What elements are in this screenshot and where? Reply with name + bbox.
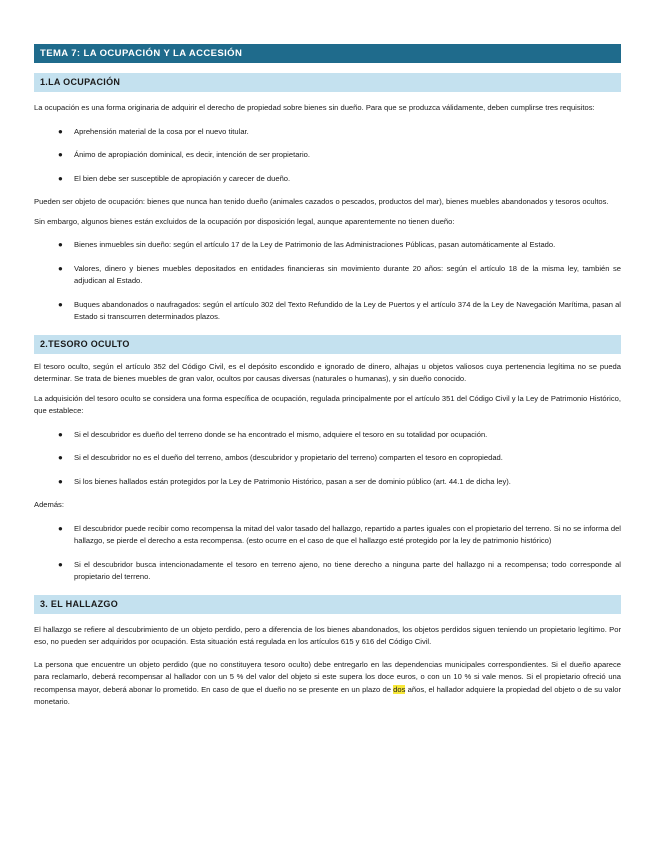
ocupacion-excluidos-intro: Sin embargo, algunos bienes están excluidos de la ocupación por disposición legal, aunque aparentemente no tienen dueño:: [34, 216, 455, 226]
highlighted-text: dos: [393, 684, 406, 694]
tesoro-p2: La adquisición del tesoro oculto se considera una forma específica de ocupación, regulada principalmente por el artículo 351 del Código Civil y la Ley de Patrimonio Histórico, que establece:: [34, 393, 621, 415]
hallazgo-p1: El hallazgo se refiere al descubrimiento de un objeto perdido, pero a diferencia de los bienes abandonados, los objetos perdidos siguen teniendo un propietario legítimo. Por eso, no pueden ser adquiridos por ocupación. Esta situación está regulada en los artículos 615 y 616 del Código Civil.: [34, 624, 621, 646]
list-item: ● Si los bienes hallados están protegidos por la Ley de Patrimonio Histórico, pasan a ser de dominio público (art. 44.1 de dicha ley).: [34, 476, 621, 489]
hallazgo-p2: La persona que encuentre un objeto perdido (que no constituyera tesoro oculto) debe entregarlo en las dependencias municipales correspondientes. Si el dueño aparece para reclamarlo, deberá recompensar al hallador con un 5 % del valor del objeto si este supera los doce euros, o con un 10 % si vale menos. Si el propietario ofreció una recompensa mayor, deberá abonar lo prometido. En caso de que el dueño no se presente en un plazo de dos años, el hallador adquiere la propiedad del objeto o de su valor monetario.: [34, 659, 621, 706]
excluidos-list: [34, 239, 621, 324]
bullet-icon: ●: [58, 150, 63, 159]
list-item: ● Aprehensión material de la cosa por el nuevo titular.: [34, 126, 621, 139]
list-item: ● Bienes inmuebles sin dueño: según el artículo 17 de la Ley de Patrimonio de las Administraciones Públicas, pasan automáticamente al Estado.: [34, 239, 621, 252]
bullet-icon: ●: [58, 173, 63, 183]
tesoro-ademas: Además:: [34, 500, 64, 509]
ocupacion-intro: La ocupación es una forma originaria de adquirir el derecho de propiedad sobre bienes sin dueño. Para que se produzca válidamente, deben cumplirse tres requisitos:: [34, 103, 595, 112]
list-item: ● Si el descubridor no es el dueño del terreno, ambos (descubridor y propietario del terreno) comparten el tesoro en copropiedad.: [34, 452, 621, 465]
tesoro-ademas-list: [34, 523, 621, 584]
bullet-icon: ●: [58, 263, 63, 273]
bullet-icon: ●: [58, 126, 63, 136]
list-item: ● El bien debe ser susceptible de apropiación y carecer de dueño.: [34, 173, 621, 186]
list-item: ● Si el descubridor es dueño del terreno donde se ha encontrado el mismo, adquiere el tesoro en su totalidad por ocupación.: [34, 429, 621, 442]
bullet-icon: ●: [58, 523, 63, 533]
document-page: [34, 44, 621, 709]
tesoro-reglas-list: [34, 429, 621, 489]
bullet-icon: ●: [58, 429, 63, 439]
section-heading-hallazgo: 3. EL HALLAZGO: [34, 595, 621, 614]
bullet-icon: ●: [58, 559, 63, 569]
bullet-icon: ●: [58, 453, 63, 462]
bullet-icon: ●: [58, 299, 63, 309]
section-heading-ocupacion: 1.LA OCUPACIÓN: [34, 73, 621, 92]
list-item: ● Valores, dinero y bienes muebles depositados en entidades financieras sin movimiento durante 20 años: según el artículo 18 de la misma ley, también se adjudican al Estado.: [58, 263, 621, 285]
document-title: TEMA 7: LA OCUPACIÓN Y LA ACCESIÓN: [34, 44, 621, 63]
requisitos-list: [34, 126, 621, 186]
ocupacion-objetos: Pueden ser objeto de ocupación: bienes que nunca han tenido dueño (animales cazados o pescados, productos del mar), bienes muebles abandonados y tesoros ocultos.: [34, 197, 609, 206]
list-item: ● El descubridor puede recibir como recompensa la mitad del valor tasado del hallazgo, repartido a partes iguales con el propietario del terreno. Si no se informa del hallazgo, se pierde el derecho a esta recompensa. (esto ocurre en el caso de que el hallazgo esté protegido por la ley de patrimonio histórico): [58, 523, 621, 545]
section-heading-tesoro: 2.TESORO OCULTO: [34, 335, 621, 354]
list-item: ● Ánimo de apropiación dominical, es decir, intención de ser propietario.: [34, 149, 621, 162]
bullet-icon: ●: [58, 240, 63, 249]
list-item: ● Buques abandonados o naufragados: según el artículo 302 del Texto Refundido de la Ley de Puertos y el artículo 374 de la Ley de Navegación Marítima, pasan al Estado si transcurren determinados plazos.: [58, 299, 621, 321]
list-item: ● Si el descubridor busca intencionadamente el tesoro en terreno ajeno, no tiene derecho a ninguna parte del hallazgo ni a recompensa; todo corresponde al propietario del terreno.: [58, 559, 621, 581]
tesoro-p1: El tesoro oculto, según el artículo 352 del Código Civil, es el depósito escondido e ignorado de dinero, alhajas u objetos valiosos cuya pertenencia legítima no se pueda determinar. Se trata de bienes muebles de gran valor, ocultos por causas diversas (naturales o humanas), y sin dueño conocido.: [34, 361, 621, 383]
bullet-icon: ●: [58, 476, 63, 486]
